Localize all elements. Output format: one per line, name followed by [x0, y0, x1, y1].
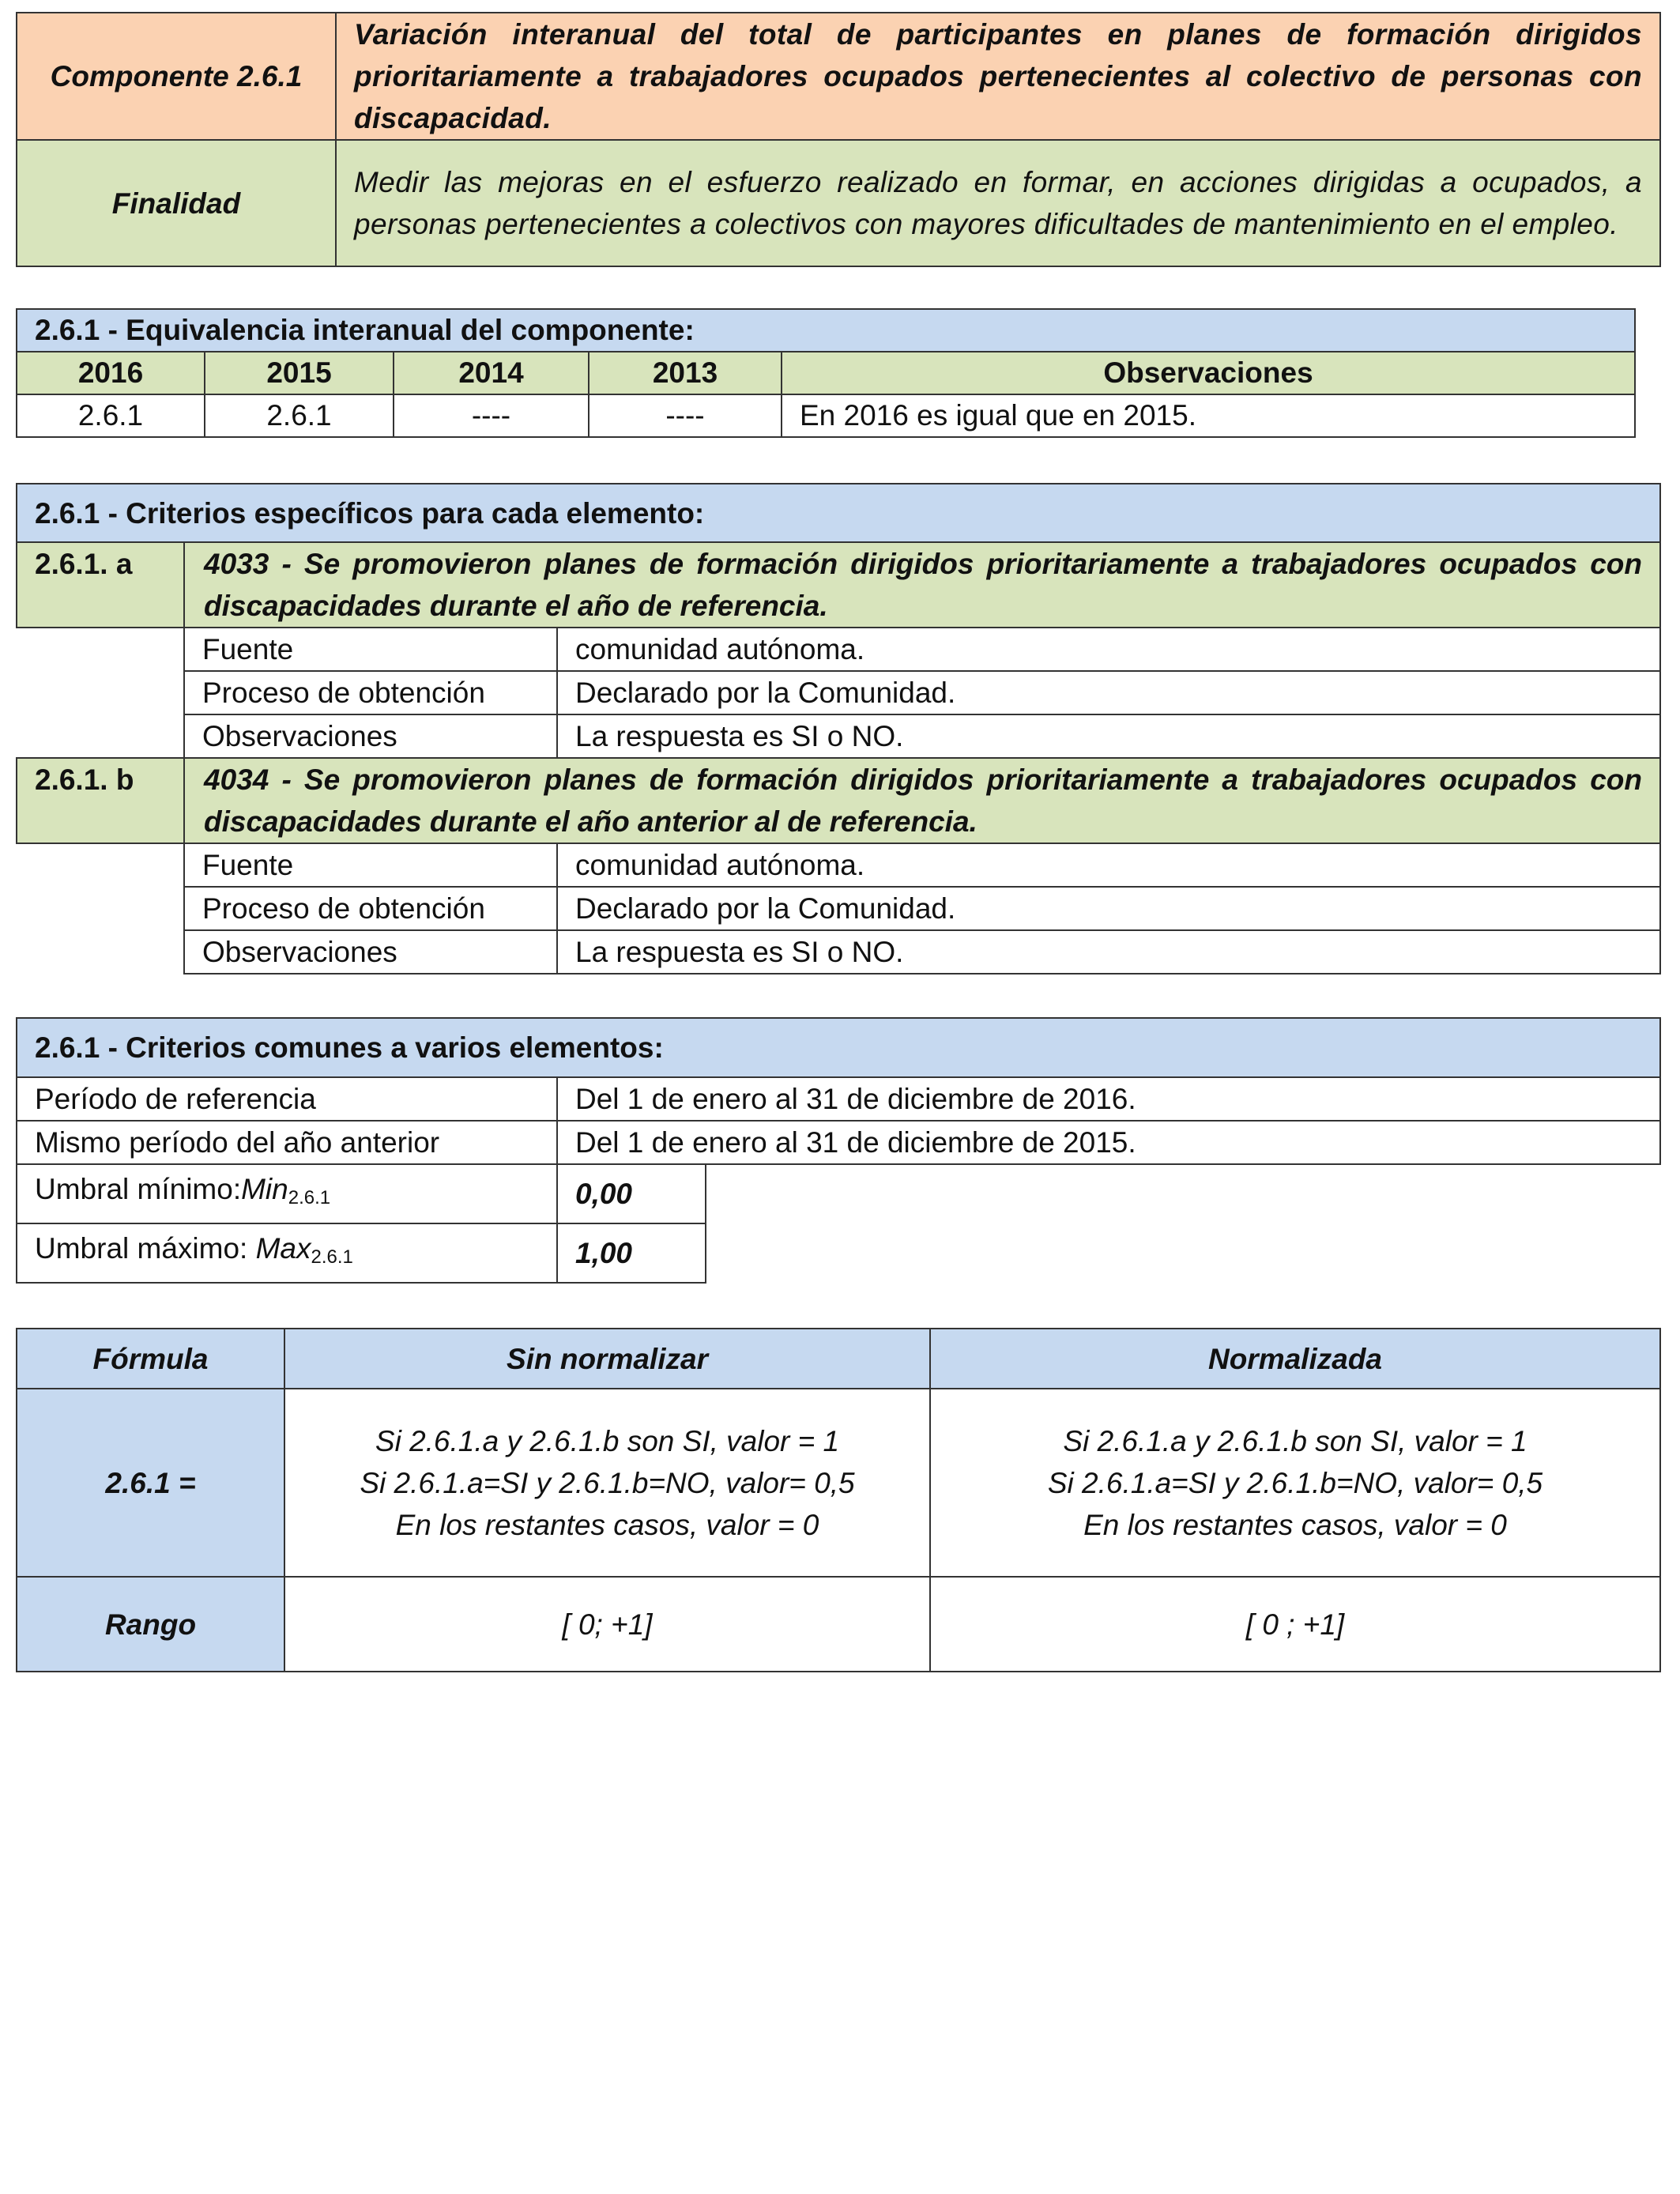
- element-b-fuente-value: comunidad autónoma.: [557, 843, 1660, 887]
- anterior-value: Del 1 de enero al 31 de diciembre de 2015.: [557, 1121, 1660, 1164]
- equivalencia-header-2015: 2015: [205, 352, 394, 394]
- equivalencia-cell-2014: ----: [394, 394, 589, 437]
- equivalencia-cell-2013: ----: [589, 394, 782, 437]
- umbral-maximo-text: Umbral máximo:: [35, 1232, 256, 1265]
- umbral-maximo-label: [17, 1223, 557, 1283]
- sin-normalizar-header: Sin normalizar: [284, 1329, 930, 1389]
- element-a-fuente-value: comunidad autónoma.: [557, 628, 1660, 671]
- normalizada-line-3: En los restantes casos, valor = 0: [1083, 1508, 1507, 1541]
- element-b-fuente-label: Fuente: [184, 843, 557, 887]
- element-b-text: 4034 - Se promovieron planes de formación dirigidos prioritariamente a trabajadores ocupados con discapacidades durante el año anterior al de referencia.: [184, 758, 1660, 843]
- equivalencia-header-2016: 2016: [17, 352, 205, 394]
- normalizada-header: Normalizada: [930, 1329, 1660, 1389]
- element-a-fuente-label: Fuente: [184, 628, 557, 671]
- equivalencia-cell-observaciones: En 2016 es igual que en 2015.: [782, 394, 1635, 437]
- rango-sin-normalizar: [ 0; +1]: [284, 1577, 930, 1672]
- formula-table: [16, 1328, 1661, 1672]
- element-a-proceso-label: Proceso de obtención: [184, 671, 557, 714]
- element-a-observaciones-label: Observaciones: [184, 714, 557, 758]
- rango-label: Rango: [17, 1577, 284, 1672]
- criterios-especificos-title: 2.6.1 - Criterios específicos para cada elemento:: [17, 484, 1660, 542]
- umbral-maximo-var: Max: [255, 1232, 311, 1265]
- equivalencia-title: 2.6.1 - Equivalencia interanual del componente:: [17, 309, 1635, 352]
- normalizada-line-2: Si 2.6.1.a=SI y 2.6.1.b=NO, valor= 0,5: [1047, 1466, 1543, 1499]
- componente-label: Componente 2.6.1: [50, 60, 303, 92]
- formula-label: 2.6.1 =: [17, 1389, 284, 1577]
- equivalencia-table: [16, 308, 1636, 438]
- equivalencia-header-2013: 2013: [589, 352, 782, 394]
- equivalencia-cell-2016: 2.6.1: [17, 394, 205, 437]
- sin-normalizar-cell: [284, 1389, 930, 1577]
- umbral-minimo-value: 0,00: [557, 1164, 706, 1223]
- periodo-label: Período de referencia: [17, 1077, 557, 1121]
- equivalencia-cell-2015: 2.6.1: [205, 394, 394, 437]
- finalidad-label: Finalidad: [17, 140, 336, 266]
- componente-title: Variación interanual del total de participantes en planes de formación dirigidos prioritariamente a trabajadores ocupados pertenecientes al colectivo de personas con discapacidad.: [336, 13, 1660, 140]
- finalidad-text: Medir las mejoras en el esfuerzo realizado en formar, en acciones dirigidas a ocupados, a personas pertenecientes a colectivos con mayores dificultades de mantenimiento en el empleo.: [336, 140, 1660, 266]
- element-b-observaciones-value: La respuesta es SI o NO.: [557, 930, 1660, 974]
- umbral-empty-cell: [706, 1164, 1660, 1283]
- umbral-minimo-var: Min: [241, 1173, 288, 1205]
- normalizada-cell: [930, 1389, 1660, 1577]
- element-a-observaciones-value: La respuesta es SI o NO.: [557, 714, 1660, 758]
- element-a-indent: [17, 628, 184, 758]
- criterios-especificos-table: [16, 483, 1661, 974]
- umbral-maximo-sub: 2.6.1: [311, 1246, 353, 1268]
- element-b-id: 2.6.1. b: [17, 758, 184, 843]
- element-b-proceso-label: Proceso de obtención: [184, 887, 557, 930]
- periodo-value: Del 1 de enero al 31 de diciembre de 2016.: [557, 1077, 1660, 1121]
- element-b-indent: [17, 843, 184, 974]
- sin-normalizar-line-1: Si 2.6.1.a y 2.6.1.b son SI, valor = 1: [375, 1424, 840, 1457]
- umbral-minimo-sub: 2.6.1: [288, 1187, 331, 1208]
- element-a-text: 4033 - Se promovieron planes de formación dirigidos prioritariamente a trabajadores ocupados con discapacidades durante el año de referencia.: [184, 542, 1660, 628]
- rango-normalizada: [ 0 ; +1]: [930, 1577, 1660, 1672]
- umbral-maximo-value: 1,00: [557, 1223, 706, 1283]
- element-a-id: 2.6.1. a: [17, 542, 184, 628]
- umbral-minimo-text: Umbral mínimo:: [35, 1173, 242, 1205]
- element-a-proceso-value: Declarado por la Comunidad.: [557, 671, 1660, 714]
- equivalencia-header-2014: 2014: [394, 352, 589, 394]
- normalizada-line-1: Si 2.6.1.a y 2.6.1.b son SI, valor = 1: [1063, 1424, 1527, 1457]
- umbral-minimo-label: [17, 1164, 557, 1223]
- anterior-label: Mismo período del año anterior: [17, 1121, 557, 1164]
- element-b-observaciones-label: Observaciones: [184, 930, 557, 974]
- criterios-comunes-table: [16, 1017, 1661, 1284]
- element-b-proceso-value: Declarado por la Comunidad.: [557, 887, 1660, 930]
- componente-table: [16, 12, 1661, 267]
- sin-normalizar-line-3: En los restantes casos, valor = 0: [395, 1508, 819, 1541]
- equivalencia-header-observaciones: Observaciones: [782, 352, 1635, 394]
- criterios-comunes-title: 2.6.1 - Criterios comunes a varios elementos:: [17, 1018, 1660, 1077]
- formula-header: Fórmula: [17, 1329, 284, 1389]
- sin-normalizar-line-2: Si 2.6.1.a=SI y 2.6.1.b=NO, valor= 0,5: [360, 1466, 855, 1499]
- componente-label-cell: [17, 13, 336, 140]
